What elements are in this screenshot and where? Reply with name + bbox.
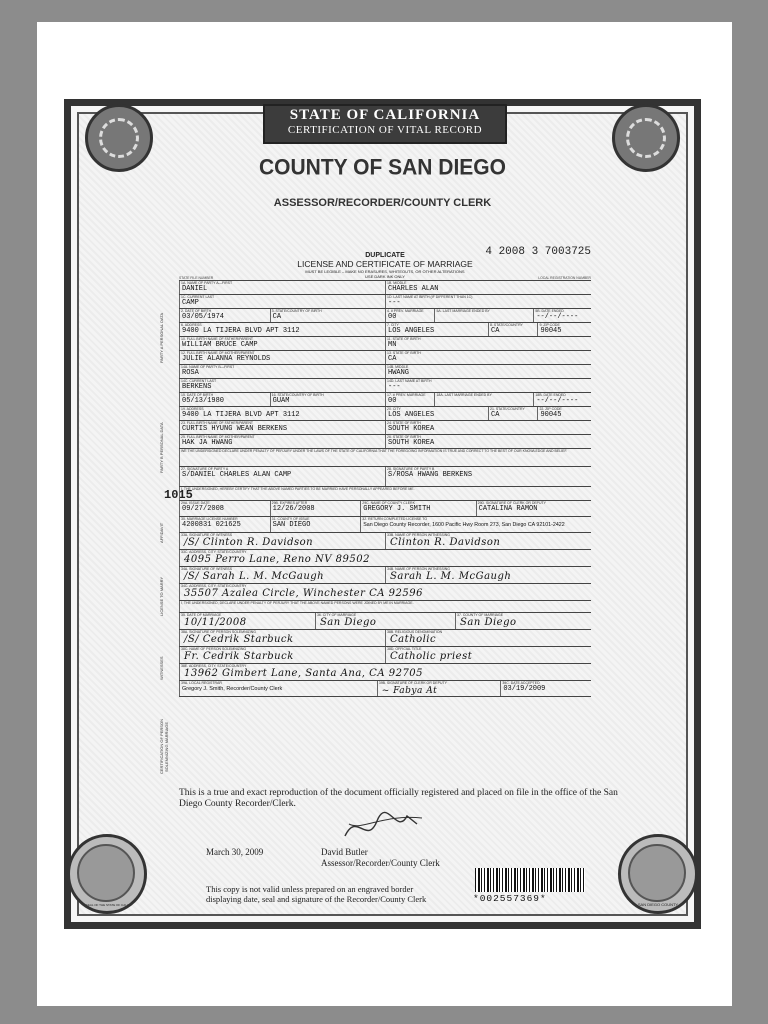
certification-date: March 30, 2009: [206, 847, 264, 857]
marriage-date: 10/11/2008: [184, 617, 247, 628]
witness-1-address-row: 33C. ADDRESS, CITY, STATE/COUNTRY 4095 Perro Lane, Reno NV 89502: [179, 549, 591, 566]
marriage-form: [159, 244, 591, 775]
party-a-last-row: 1C. CURRENT LAST CAMP 1D. LAST NAME AT BIRTH (IF DIFFERENT THAN 1C) ---: [179, 294, 591, 308]
party-a-father-birth: MN: [388, 341, 397, 349]
party-b-address: 9400 LA TIJERA BLVD APT 3112: [182, 411, 300, 419]
signer-name: David Butler: [321, 847, 368, 857]
party-b-birth-state: GUAM: [272, 397, 290, 405]
affidavit-sig-row: 27. SIGNATURE OF PARTY A S/DANIEL CHARLES ALAN CAMP 28. SIGNATURE OF PARTY B S/ROSA HWANG BERKENS: [179, 466, 591, 486]
officiant-title: Catholic priest: [390, 651, 473, 662]
officiant-signature: /S/ Cedrik Starbuck: [184, 634, 294, 645]
party-a-signature: S/DANIEL CHARLES ALAN CAMP: [182, 471, 292, 479]
form-title: LICENSE AND CERTIFICATE OF MARRIAGE: [297, 259, 473, 269]
document-number: 4 2008 3 7003725: [485, 246, 591, 258]
license-text-row: I, THE UNDERSIGNED, HEREBY CERTIFY THAT THE ABOVE NAMED PARTIES TO BE MARRIED HAVE PERSONALLY APPEARED BEFORE ME.: [179, 486, 591, 500]
party-b-father-row: 23. FULL BIRTH NAME OF FATHER/PARENT CURTIS HYUNG WEAN BERKENS 24. STATE OF BIRTH SOUTH KOREA: [179, 420, 591, 434]
signer-block: [321, 847, 440, 869]
marriage-county: San Diego: [460, 617, 517, 628]
form-ink-note: USE DARK INK ONLY: [365, 274, 405, 279]
license-expires: 12/26/2008: [272, 505, 315, 513]
solemnization-sidebar: CERTIFICATION OF PERSON SOLEMNIZING MARRIAGE: [159, 719, 169, 775]
party-a-first: DANIEL: [182, 285, 208, 293]
form-instructions: MUST BE LEGIBLE – MAKE NO ERASURES, WHITEOUTS, OR OTHER ALTERATIONS: [305, 269, 465, 274]
county-title: COUNTY OF SAN DIEGO: [259, 155, 506, 180]
banner-title: STATE OF CALIFORNIA: [289, 107, 481, 123]
party-b-date-ended: --/--/----: [536, 397, 579, 405]
registrar-date: 03/19/2009: [503, 685, 546, 693]
license-number-row: 30. MARRIAGE LICENSE NUMBER 4200831 021625 31. COUNTY OF ISSUE SAN DIEGO 32. RETURN COMPLETED LICENSE TO San Diego County Recorder, 1600 Pacific Hwy Room 273, San Diego CA 92101-2422: [179, 516, 591, 532]
party-b-state: CA: [491, 411, 500, 419]
party-b-sidebar: PARTY B PERSONAL DATA: [159, 422, 164, 474]
witness-1-row: 33A. SIGNATURE OF WITNESS /S/ Clinton R. Davidson 33B. NAME OF PERSON WITNESSING Clinton R. Davidson: [179, 532, 591, 549]
license-clerk: GREGORY J. SMITH: [363, 505, 431, 513]
denomination: Catholic: [390, 634, 437, 645]
party-b-mother: HAK JA HWANG: [182, 439, 233, 447]
party-a-address: 9400 LA TIJERA BLVD APT 3112: [182, 327, 300, 335]
local-reg-label: LOCAL REGISTRATION NUMBER: [538, 276, 591, 280]
state-file-label: STATE FILE NUMBER: [179, 276, 214, 280]
party-a-sidebar: PARTY A PERSONAL DATA: [159, 312, 164, 364]
party-b-last-row: 14C. CURRENT LAST BERKENS 14D. LAST NAME AT BIRTH ---: [179, 378, 591, 392]
witness-1-name: Clinton R. Davidson: [390, 537, 501, 548]
party-b-first: ROSA: [182, 369, 199, 377]
party-b-zip: 90045: [540, 411, 562, 419]
party-b-birth-last: ---: [388, 383, 401, 391]
party-a-mother-row: 12. FULL BIRTH NAME OF MOTHER/PARENT JULIE ALANNA REYNOLDS 13. STATE OF BIRTH CA: [179, 350, 591, 364]
party-b-dob-row: 15. DATE OF BIRTH 05/13/1980 16. STATE/COUNTRY OF BIRTH GUAM 17. # PREV. MARRIAGE 00 18A. LAST MARRIAGE ENDED BY 18B. DATE ENDED --/--/----: [179, 392, 591, 406]
party-b-father-birth: SOUTH KOREA: [388, 425, 435, 433]
party-b-city: LOS ANGELES: [388, 411, 435, 419]
certificate: [64, 99, 701, 929]
witness-1-signature: /S/ Clinton R. Davidson: [184, 537, 314, 548]
county-seal-icon: [618, 834, 698, 914]
witness-sidebar: WITNESSES: [159, 656, 164, 680]
validity-notice: This copy is not valid unless prepared on an engraved border displaying date, seal and signature of the Recorder/County Clerk: [206, 884, 427, 904]
registrar-signature-icon: ~ Fabya At: [381, 686, 438, 696]
witness-2-row: 34A. SIGNATURE OF WITNESS /S/ Sarah L. M. McGaugh 34B. NAME OF PERSON WITNESSING Sarah L. M. McGaugh: [179, 566, 591, 583]
signer-title: Assessor/Recorder/County Clerk: [321, 858, 440, 868]
banner-subtitle: CERTIFICATION OF VITAL RECORD: [287, 124, 483, 136]
true-copy-statement: This is a true and exact reproduction of the document officially registered and placed on file in the office of the San Diego County Recorder/Clerk.: [179, 788, 618, 809]
solemnization-name-row: 38C. NAME OF PERSON SOLEMNIZING Fr. Cedrik Starbuck 38D. OFFICIAL TITLE Catholic priest: [179, 646, 591, 663]
license-return-address: San Diego County Recorder, 1600 Pacific Hwy Room 273, San Diego CA 92101-2422: [363, 522, 565, 528]
barcode-icon: [475, 868, 585, 892]
officiant-address: 13962 Gimbert Lane, Santa Ana, CA 92705: [184, 668, 424, 679]
party-a-name-row: 1A. NAME OF PARTY A—FIRST DANIEL 1B. MIDDLE CHARLES ALAN: [179, 280, 591, 294]
registrar-name: Gregory J. Smith, Recorder/County Clerk: [182, 686, 283, 692]
witness-2-address: 35507 Azalea Circle, Winchester CA 92596: [184, 588, 423, 599]
party-a-father: WILLIAM BRUCE CAMP: [182, 341, 258, 349]
party-b-name-row: 14A. NAME OF PARTY B—FIRST ROSA 14B. MIDDLE HWANG: [179, 364, 591, 378]
party-b-marriage-no: 00: [388, 397, 397, 405]
party-a-dob-row: 2. DATE OF BIRTH 03/05/1974 3. STATE/COUNTRY OF BIRTH CA 4. # PREV. MARRIAGE 00 5A. LAST MARRIAGE ENDED BY 5B. DATE ENDED --/--/----: [179, 308, 591, 322]
license-sidebar: LICENSE TO MARRY: [159, 576, 164, 616]
party-b-middle: HWANG: [388, 369, 410, 377]
affidavit-sidebar: AFFIDAVIT: [159, 522, 164, 544]
party-b-last: BERKENS: [182, 383, 212, 391]
affidavit-text-row: WE THE UNDERSIGNED DECLARE UNDER PENALTY OF PERJURY UNDER THE LAWS OF THE STATE OF CALIFORNIA THAT THE FOREGOING INFORMATION IS TRUE AND CORRECT TO THE BEST OF OUR KNOWLEDGE AND BELIEF.: [179, 448, 591, 466]
party-b-father: CURTIS HYUNG WEAN BERKENS: [182, 425, 288, 433]
license-number: 4200831 021625: [182, 521, 241, 529]
party-b-mother-row: 25. FULL BIRTH NAME OF MOTHER/PARENT HAK JA HWANG 26. STATE OF BIRTH SOUTH KOREA: [179, 434, 591, 448]
party-a-address-row: 6. ADDRESS 9400 LA TIJERA BLVD APT 3112 7. CITY LOS ANGELES 8. STATE/COUNTRY CA 9. ZIP CODE 90045: [179, 322, 591, 336]
party-a-city: LOS ANGELES: [388, 327, 435, 335]
officiant-name: Fr. Cedrik Starbuck: [184, 651, 294, 662]
party-a-marriage-no: 00: [388, 313, 397, 321]
license-county: SAN DIEGO: [272, 521, 311, 529]
signature-icon: [337, 806, 427, 846]
party-a-middle: CHARLES ALAN: [388, 285, 439, 293]
witness-2-address-row: 34C. ADDRESS, CITY, STATE/COUNTRY 35507 Azalea Circle, Winchester CA 92596: [179, 583, 591, 600]
party-a-date-ended: --/--/----: [536, 313, 579, 321]
party-b-dob: 05/13/1980: [182, 397, 225, 405]
party-b-mother-birth: SOUTH KOREA: [388, 439, 435, 447]
county-seal-text: SAN DIEGO COUNTY: [637, 902, 679, 907]
party-a-father-row: 10. FULL BIRTH NAME OF FATHER/PARENT WILLIAM BRUCE CAMP 11. STATE OF BIRTH MN: [179, 336, 591, 350]
solemnization-address-row: 38E. ADDRESS, CITY, STATE/COUNTRY 13962 Gimbert Lane, Santa Ana, CA 92705: [179, 663, 591, 680]
license-date-row: 29A. ISSUE DATE 09/27/2008 29B. EXPIRES AFTER 12/26/2008 29C. NAME OF COUNTY CLERK GREGORY J. SMITH 29D. SIGNATURE OF CLERK OR DEPUTY CATALINA RAMON: [179, 500, 591, 516]
registrar-row: 39A. LOCAL REGISTRAR Gregory J. Smith, Recorder/County Clerk 39B. SIGNATURE OF CLERK OR DEPUTY ~ Fabya At 39C. DATE ACCEPTED 03/19/2009: [179, 680, 591, 697]
license-deputy: CATALINA RAMON: [478, 505, 538, 513]
party-a-zip: 90045: [540, 327, 562, 335]
party-a-mother: JULIE ALANNA REYNOLDS: [182, 355, 271, 363]
license-issue-date: 09/27/2008: [182, 505, 225, 513]
duplicate-label: DUPLICATE: [365, 252, 405, 259]
party-a-dob: 03/05/1974: [182, 313, 225, 321]
marriage-city: San Diego: [319, 617, 377, 628]
office-title: ASSESSOR/RECORDER/COUNTY CLERK: [273, 197, 492, 209]
party-a-last: CAMP: [182, 299, 199, 307]
solemnization-date-row: 35. DATE OF MARRIAGE 10/11/2008 36. CITY OF MARRIAGE San Diego 37. COUNTY OF MARRIAGE San Diego: [179, 612, 591, 629]
party-a-birth-state: CA: [272, 313, 282, 321]
witness-2-signature: /S/ Sarah L. M. McGaugh: [184, 571, 325, 582]
witness-1-address: 4095 Perro Lane, Reno NV 89502: [184, 554, 370, 565]
barcode-number: *002557369*: [473, 893, 547, 904]
witness-2-name: Sarah L. M. McGaugh: [390, 571, 512, 582]
party-a-state: CA: [491, 327, 500, 335]
party-a-mother-birth: CA: [388, 355, 397, 363]
side-mark: 1015: [164, 488, 193, 502]
state-banner: [263, 104, 507, 144]
state-seal-icon: [67, 834, 147, 914]
solemnization-text-row: I, THE UNDERSIGNED, DECLARE UNDER PENALTY OF PERJURY THAT THE ABOVE NAMED PERSONS WERE JOINED BY ME IN MARRIAGE.: [179, 600, 591, 612]
state-seal-text: GREAT SEAL OF THE STATE OF CALIFORNIA: [74, 903, 140, 907]
party-b-address-row: 19. ADDRESS 9400 LA TIJERA BLVD APT 3112 20. CITY LOS ANGELES 21. STATE/COUNTRY CA 22. ZIP CODE 90045: [179, 406, 591, 420]
solemnization-sig-row: 38A. SIGNATURE OF PERSON SOLEMNIZING /S/ Cedrik Starbuck 38B. RELIGIOUS DENOMINATION Catholic: [179, 629, 591, 646]
party-a-birth-last: ---: [388, 299, 401, 307]
party-b-signature: S/ROSA HWANG BERKENS: [388, 471, 473, 479]
